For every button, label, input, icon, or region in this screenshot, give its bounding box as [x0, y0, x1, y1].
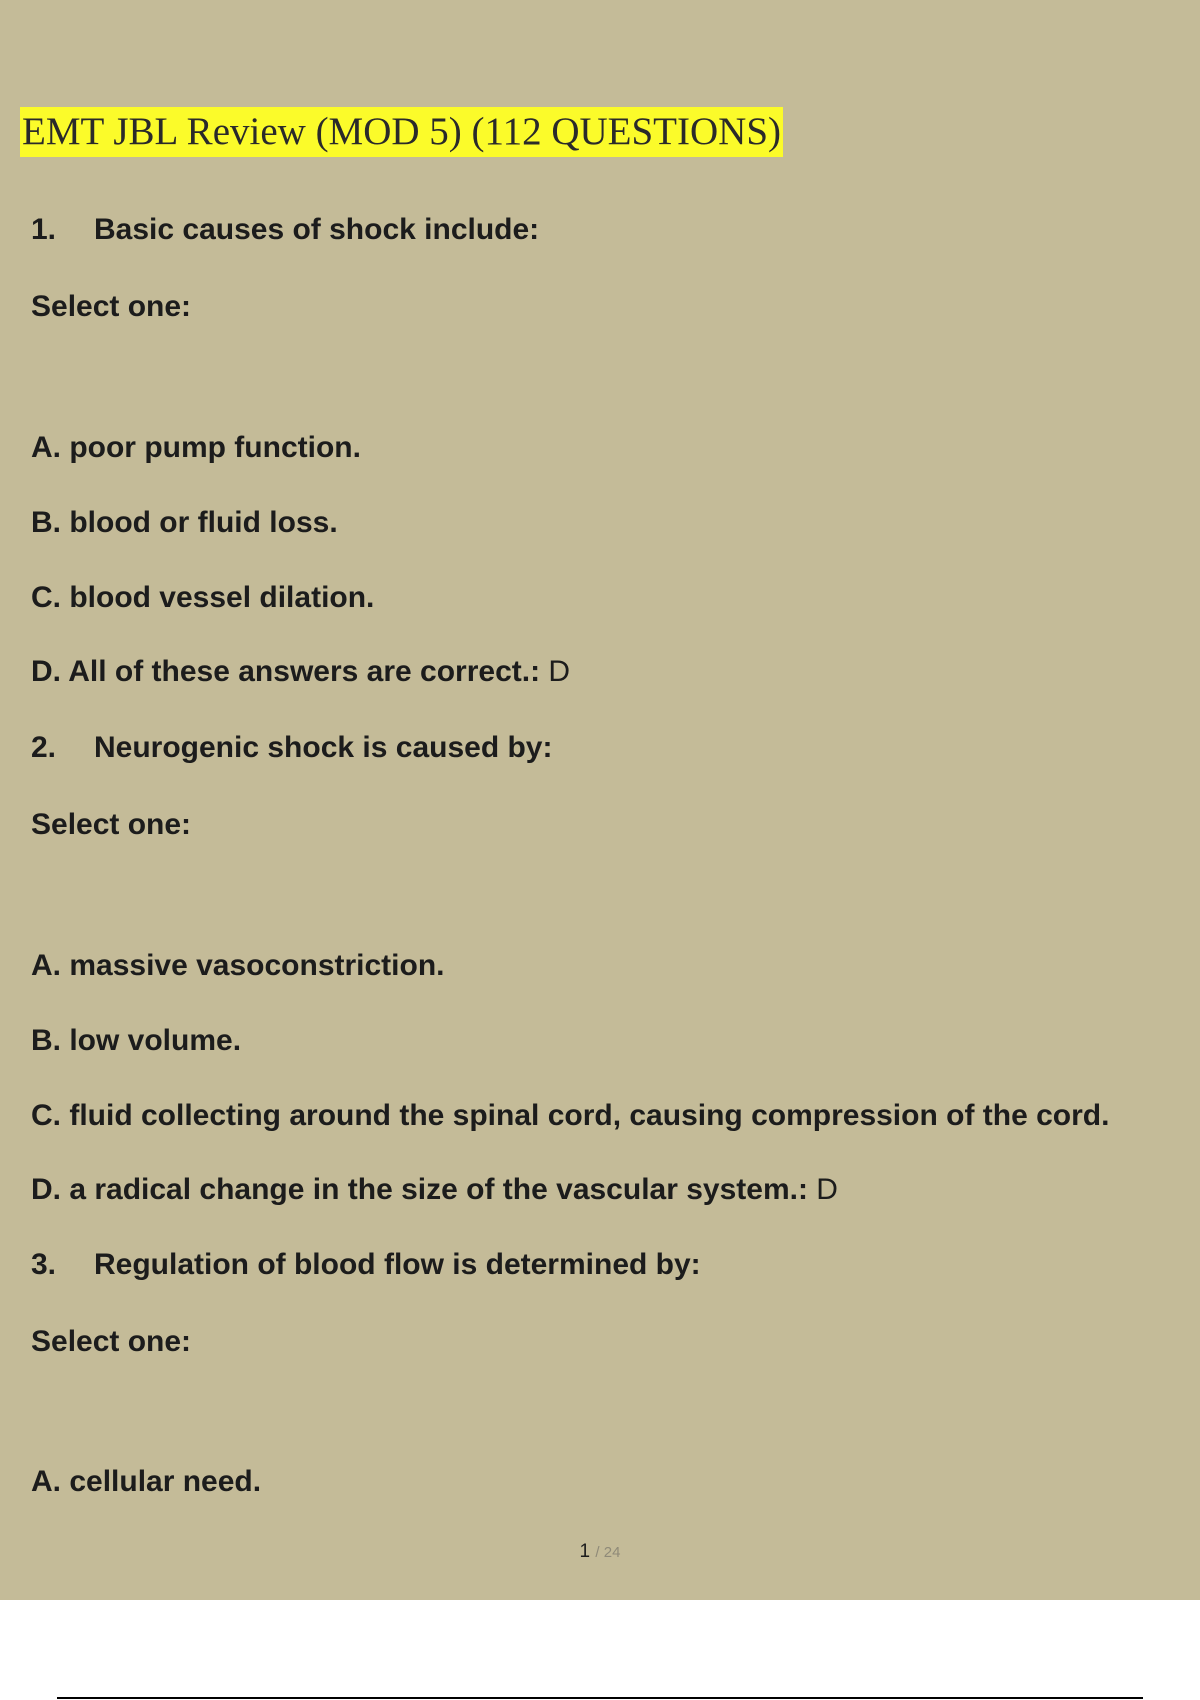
- correct-answer: D: [816, 1173, 838, 1206]
- answer-option: C. fluid collecting around the spinal cord, causing compression of the cord.: [31, 1099, 1110, 1132]
- select-one-label: Select one:: [31, 808, 192, 841]
- answer-option: [31, 1170, 838, 1210]
- question-text: Regulation of blood flow is determined by:: [94, 1248, 701, 1281]
- question-number: 1.: [31, 213, 57, 246]
- total-pages: / 24: [595, 1544, 621, 1561]
- select-one-label: Select one:: [31, 290, 192, 323]
- correct-answer: D: [548, 655, 571, 688]
- question-text: Neurogenic shock is caused by:: [94, 731, 553, 764]
- answer-option: C. blood vessel dilation.: [31, 581, 375, 614]
- document-title: EMT JBL Review (MOD 5) (112 QUESTIONS): [20, 107, 783, 157]
- question-number: 2.: [31, 731, 57, 764]
- answer-option-text: D. a radical change in the size of the vascular system.:: [31, 1173, 808, 1206]
- answer-option: A. cellular need.: [31, 1465, 262, 1498]
- answer-option: A. poor pump function.: [31, 431, 361, 464]
- question-number: 3.: [31, 1248, 57, 1281]
- current-page-number: 1: [579, 1541, 591, 1562]
- select-one-label: Select one:: [31, 1325, 192, 1358]
- question-heading: [31, 210, 539, 250]
- footer-divider: [57, 1697, 1143, 1699]
- answer-option: A. massive vasoconstriction.: [31, 949, 445, 982]
- answer-option-text: D. All of these answers are correct.:: [31, 655, 541, 688]
- answer-option: B. low volume.: [31, 1024, 242, 1057]
- question-text: Basic causes of shock include:: [94, 213, 540, 246]
- question-heading: [31, 1245, 701, 1285]
- answer-option: [31, 652, 570, 692]
- question-heading: [31, 728, 552, 768]
- page-indicator: [0, 1541, 1200, 1563]
- answer-option: B. blood or fluid loss.: [31, 506, 338, 539]
